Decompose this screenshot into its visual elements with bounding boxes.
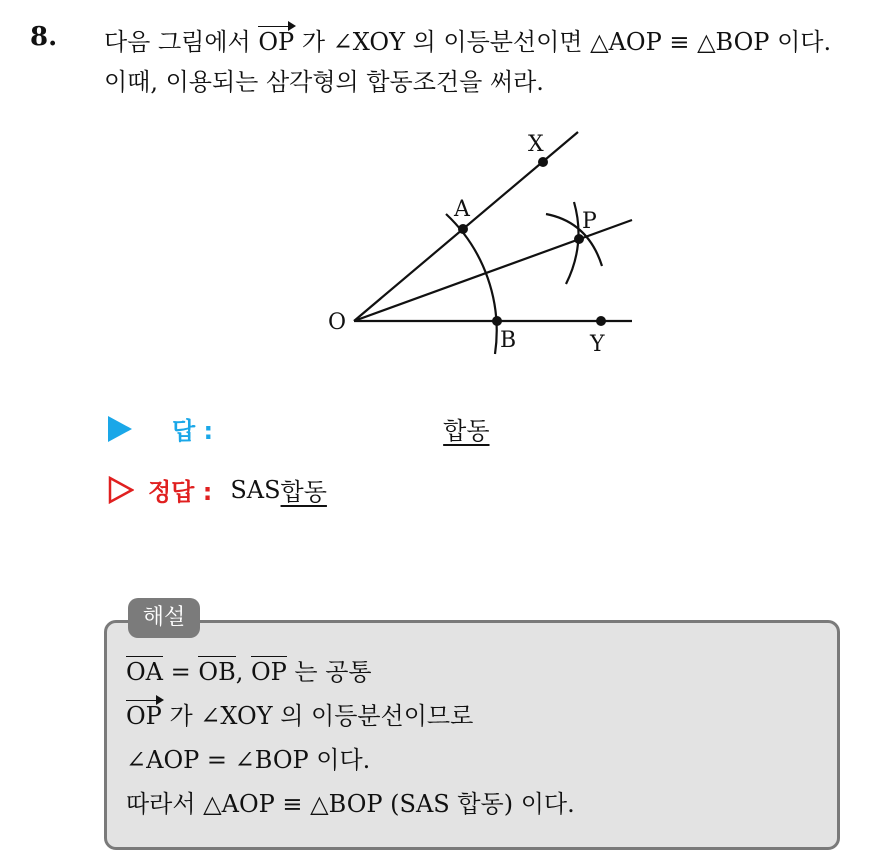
equals-sign: = bbox=[163, 658, 199, 686]
segment-ob: OB bbox=[198, 658, 236, 686]
angle-bisector-figure bbox=[320, 118, 650, 368]
segment-op: OP bbox=[250, 658, 287, 686]
label-y: Y bbox=[590, 332, 605, 357]
point-b bbox=[492, 316, 502, 326]
question-text bbox=[104, 22, 874, 102]
play-arrow-icon bbox=[108, 416, 132, 442]
question-text-part: 다음 그림에서 bbox=[104, 28, 259, 56]
explanation-line-4: 따라서 △AOP ≡ △BOP (SAS 합동) 이다. bbox=[126, 790, 575, 818]
answer-value: 합동 bbox=[443, 417, 490, 445]
label-p: P bbox=[582, 209, 597, 234]
point-x bbox=[538, 157, 548, 167]
label-b: B bbox=[500, 328, 517, 353]
correct-answer-label: 정답 : bbox=[148, 478, 213, 506]
explanation-badge: 해설 bbox=[128, 598, 200, 638]
question-number: 8. bbox=[30, 22, 58, 52]
explanation-text-part: 가 ∠XOY 의 이등분선이므로 bbox=[161, 702, 474, 730]
explanation-line-1 bbox=[126, 650, 575, 694]
point-a bbox=[458, 224, 468, 234]
answer-row bbox=[108, 411, 490, 446]
label-x: X bbox=[528, 132, 544, 157]
hollow-play-arrow-icon bbox=[108, 476, 134, 504]
point-p bbox=[574, 234, 584, 244]
common-text: 는 공통 bbox=[286, 658, 372, 686]
answer-label: 답 : bbox=[172, 417, 214, 445]
label-o: O bbox=[328, 310, 347, 335]
ray-op-explanation: OP bbox=[126, 702, 162, 730]
correct-answer-row bbox=[108, 472, 327, 507]
explanation-line-2 bbox=[126, 694, 575, 738]
segment-oa: OA bbox=[126, 658, 164, 686]
question-text-part: 가 ∠XOY 의 이등분선이면 △AOP ≡ △BOP 이다. bbox=[294, 28, 832, 56]
question-line-2: 이때, 이용되는 삼각형의 합동조건을 써라. bbox=[104, 68, 544, 96]
label-a: A bbox=[454, 197, 470, 222]
question-line-1 bbox=[104, 22, 874, 62]
explanation-line-3: ∠AOP = ∠BOP 이다. bbox=[126, 746, 371, 774]
explanation-text bbox=[126, 650, 575, 826]
point-y bbox=[596, 316, 606, 326]
comma: , bbox=[235, 658, 251, 686]
ray-op-line bbox=[354, 220, 632, 321]
ray-op: OP bbox=[258, 28, 295, 56]
correct-answer-value: 합동 bbox=[280, 478, 327, 506]
correct-answer-prefix: SAS bbox=[230, 475, 281, 504]
